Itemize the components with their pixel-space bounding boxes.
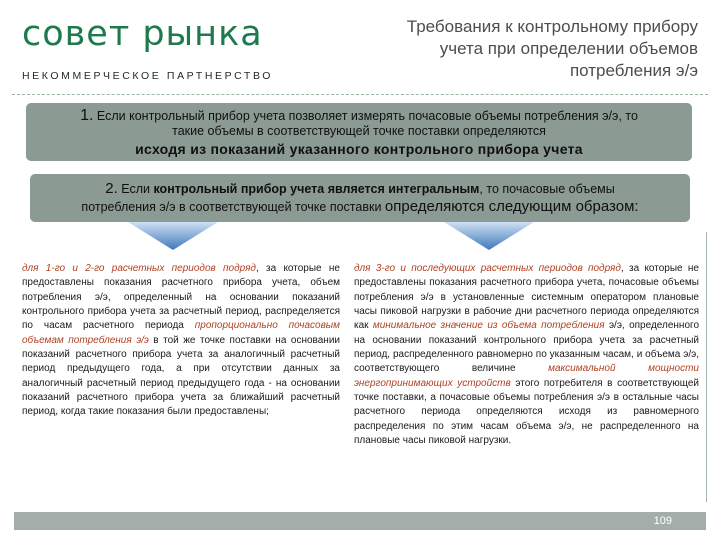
logo-title: совет рынка (22, 14, 263, 54)
left-text-1: , за которые не предоставлены показания расчетного прибора учета, объем потребления э/э, определенный на основании показаний контрольного прибора учета за расчетный период, распределяется по часам расчетного периода (22, 263, 340, 332)
right-italic-2: минимальное значение из объема потребления (372, 320, 605, 332)
rule-box-1-line-2: такие объемы в соответствующей точке поставки определяются (172, 124, 546, 138)
rule-box-1-conclusion: исходя из показаний указанного контрольного прибора учета (135, 141, 583, 157)
title-line-2: учета при определении объемов (439, 39, 698, 58)
rule-box-2-bold: контрольный прибор учета является интегральным (153, 182, 480, 196)
page-footer (14, 512, 706, 530)
left-text-2: в той же точке поставки на основании показаний расчетного прибора учета за аналогичный расчетный период предыдущего года, а при отсутствии данных за аналогичный расчетный период предыдущего года - на основании показаний расчетного прибора учета за ближайший расчетный период, когда такие показания были предоставлены; (22, 334, 340, 418)
rule-box-2-line-1 (38, 180, 682, 198)
title-line-3: потребления э/э (569, 61, 698, 80)
logo-subtitle: НЕКОММЕРЧЕСКОЕ ПАРТНЕРСТВО (22, 70, 273, 82)
rule-box-1-number: 1. (80, 107, 94, 124)
rule-box-2-pre: Если (117, 182, 154, 196)
right-column-text (354, 262, 699, 448)
right-italic-1: для 3-го и последующих расчетных периодов подряд (354, 263, 621, 274)
right-text-1: , за которые не предоставлены показания расчетного прибора учета, почасовые объемы потребления э/э в установленные системным оператором плановые часы пиковой нагрузки в рабочие дни расчетного периода определяются как (354, 263, 699, 332)
logo (22, 14, 282, 82)
right-text-3: этого потребителя в соответствующей точке поставки, а почасовые объемы потребления э/э в остальные часы расчетного периода определяются исходя из равномерного распределения по этим часам объема э/э, не распределенного на плановые часы пиковой нагрузки. (354, 377, 699, 447)
rule-box-1 (26, 103, 692, 161)
header-divider (12, 94, 708, 95)
rule-box-2-line-2-text: потребления э/э в соответствующей точке поставки (81, 200, 385, 214)
right-edge-line (706, 232, 707, 502)
title-line-1: Требования к контрольному прибору (406, 17, 698, 36)
page-number: 109 (653, 515, 672, 527)
right-italic-3: максимальной мощности энергопринимающих устройств (354, 363, 699, 389)
left-italic-1: для 1-го и 2-го расчетных периодов подряд (22, 263, 256, 274)
right-text-2: э/э, определенного на основании показаний контрольного прибора учета за расчетный период, распределенного равномерно по указанным часам, и объема э/э, соответствующего величине (354, 320, 700, 375)
left-column-text (22, 262, 340, 420)
rule-box-1-text: Если контрольный прибор учета позволяет измерять почасовые объемы потребления э/э, то (93, 109, 638, 123)
left-italic-2: пропорционально почасовым объемам потребления э/э (22, 320, 341, 346)
rule-box-1-line-1 (34, 108, 684, 124)
rule-box-2 (30, 174, 690, 222)
rule-box-2-line-2 (38, 198, 682, 216)
page-title (298, 16, 698, 82)
rule-box-2-post: , то почасовые объемы (479, 182, 615, 196)
rule-box-2-line-2-big: определяются следующим образом: (384, 198, 639, 215)
arrow-down-left-icon (128, 222, 218, 250)
arrow-down-right-icon (444, 222, 534, 250)
rule-box-2-number: 2. (105, 180, 118, 197)
